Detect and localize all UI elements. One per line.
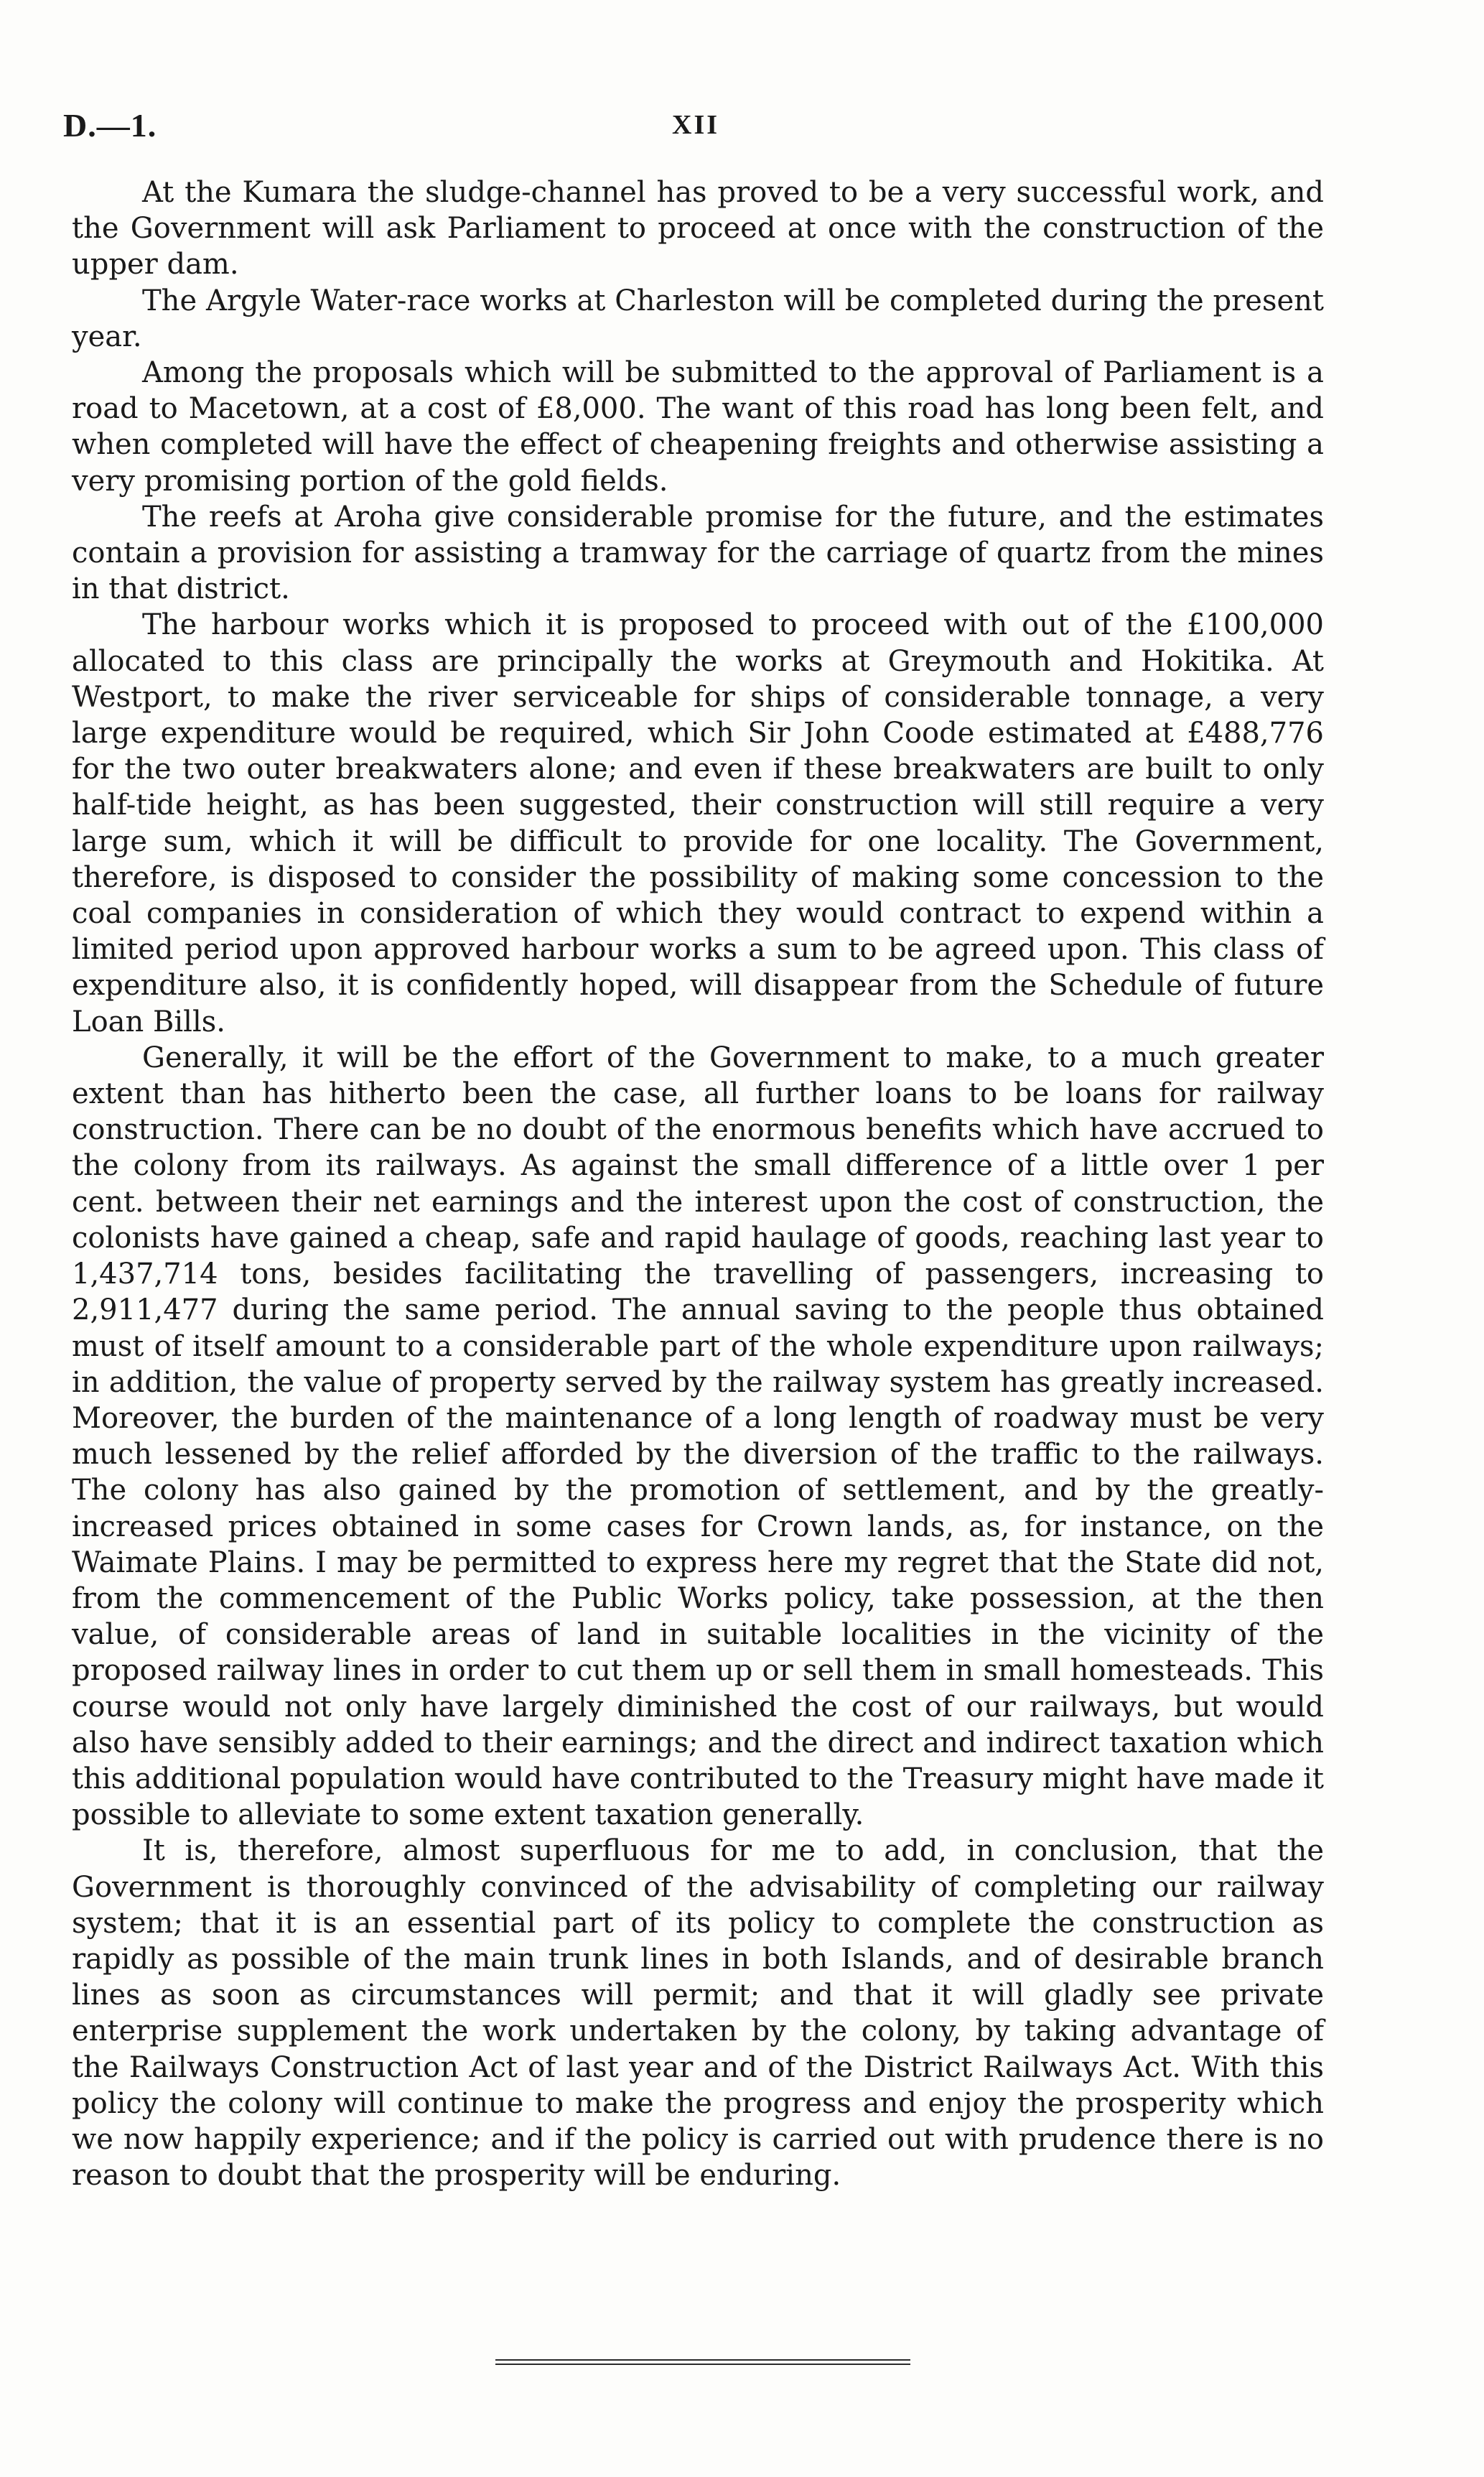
paragraph-conclusion: It is, therefore, almost superfluous for me to add, in conclusion, that the Government is thoroughly convinced of the advisability of completing our railway system; that it is an essential part of its policy to complete the construction as rapidly as possible of the main trunk lines in both Islands, and of desirable branch lines as soon as circumstances will permit; and that it will gladly see private enterprise supplement the work undertaken by the colony, by taking advantage of the Railways Construction Act of last year and of the District Railways Act. With this policy the colony will continue to make the progress and enjoy the prosperity which we now happily experience; and if the policy is carried out with prudence there is no reason to doubt that the prosperity will be enduring. xyxy=(72,1834,1324,2193)
body-text xyxy=(72,175,1324,2193)
paragraph-argyle-water-race: The Argyle Water-race works at Charleston will be completed during the present year. xyxy=(72,284,1324,353)
paragraph-railway-construction: Generally, it will be the effort of the Government to make, to a much greater extent than has hitherto been the case, all further loans to be loans for railway construction. There can be no doubt of the enormous benefits which have accrued to the colony from its railways. As against the small difference of a little over 1 per cent. between their net earnings and the interest upon the cost of construction, the colonists have gained a cheap, safe and rapid haulage of goods, reaching last year to 1,437,714 tons, besides facilitating the travelling of passengers, increasing to 2,911,477 during the same period. The annual saving to the people thus obtained must of itself amount to a considerable part of the whole expenditure upon railways; in addition, the value of property served by the railway system has greatly increased. Moreover, the burden of the maintenance of a long length of roadway must be very much lessened by the relief afforded by the diversion of the traffic to the railways. The colony has also gained by the promotion of settlement, and by the greatly-increased prices obtained in some cases for Crown lands, as, for instance, on the Waimate Plains. I may be permitted to express here my regret that the State did not, from the commencement of the Public Works policy, take possession, at the then value, of considerable areas of land in suitable localities in the vicinity of the proposed railway lines in order to cut them up or sell them in small homesteads. This course would not only have largely diminished the cost of our railways, but would also have sensibly added to their earnings; and the direct and indirect taxation which this additional population would have contributed to the Treasury might have made it possible to alleviate to some extent taxation generally. xyxy=(72,1041,1324,1832)
paragraph-macetown-road: Among the proposals which will be submitted to the approval of Parliament is a road to Macetown, at a cost of £8,000. The want of this road has long been felt, and when completed will have the effect of cheapening freights and otherwise assisting a very promising portion of the gold fields. xyxy=(72,356,1324,498)
page-header xyxy=(63,106,1384,149)
paragraph-aroha-reefs: The reefs at Aroha give considerable promise for the future, and the estimates contain a provision for assisting a tramway for the carriage of quartz from the mines in that district. xyxy=(72,500,1324,606)
paragraph-harbour-works: The harbour works which it is proposed to proceed with out of the £100,000 allocated to this class are principally the works at Greymouth and Hokitika. At Westport, to make the river serviceable for ships of considerable tonnage, a very large expenditure would be required, which Sir John Coode estimated at £488,776 for the two outer breakwaters alone; and even if these breakwaters are built to only half-tide height, as has been suggested, their construction will still require a very large sum, which it will be difficult to provide for one locality. The Government, therefore, is disposed to consider the possibility of making some concession to the coal companies in consideration of which they would contract to expend within a limited period upon approved harbour works a sum to be agreed upon. This class of expenditure also, it is confidently hoped, will disappear from the Schedule of future Loan Bills. xyxy=(72,608,1324,1038)
document-reference: D.—1. xyxy=(63,107,157,144)
page-number: XII xyxy=(672,110,720,140)
end-divider xyxy=(495,2359,910,2366)
paragraph-kumara-sludge-channel: At the Kumara the sludge-channel has proved to be a very successful work, and the Government will ask Parliament to proceed at once with the construction of the upper dam. xyxy=(72,176,1324,282)
